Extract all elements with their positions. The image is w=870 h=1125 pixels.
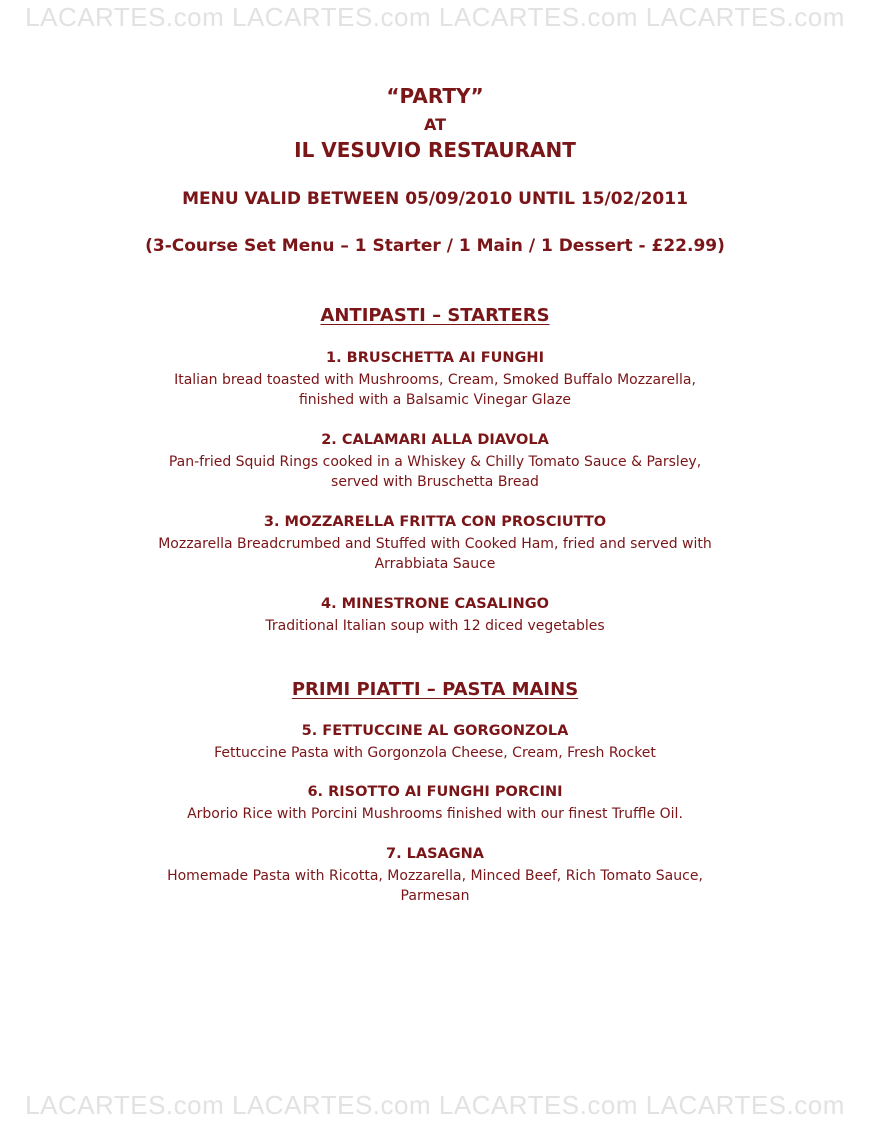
at-label: AT	[423, 115, 447, 134]
restaurant-name: IL VESUVIO RESTAURANT	[294, 138, 576, 162]
menu-item-description	[0, 616, 870, 636]
menu-item-description	[0, 743, 870, 763]
description-line: finished with a Balsamic Vinegar Glaze	[298, 392, 572, 408]
description-line: Traditional Italian soup with 12 diced vegetables	[265, 618, 605, 634]
menu-item-description	[0, 370, 870, 410]
menu-item-name: 4. MINESTRONE CASALINGO	[321, 596, 549, 612]
menu-item-description	[0, 804, 870, 824]
description-line: Parmesan	[400, 888, 470, 904]
menu-item-name: 2. CALAMARI ALLA DIAVOLA	[321, 432, 549, 448]
section-title-pasta-mains: PRIMI PIATTI – PASTA MAINS	[291, 679, 579, 700]
section-title-starters: ANTIPASTI – STARTERS	[320, 305, 550, 326]
menu-validity: MENU VALID BETWEEN 05/09/2010 UNTIL 15/02/2011	[182, 189, 688, 209]
description-line: served with Bruschetta Bread	[331, 474, 539, 490]
watermark-bottom: LACARTES.com LACARTES.com LACARTES.com LACARTES.com	[25, 1090, 845, 1120]
menu-item-description	[0, 534, 870, 574]
menu-item-name: 3. MOZZARELLA FRITTA CON PROSCIUTTO	[263, 514, 607, 530]
watermark-top: LACARTES.com LACARTES.com LACARTES.com LACARTES.com	[25, 2, 845, 32]
menu-item-name: 1. BRUSCHETTA AI FUNGHI	[326, 350, 544, 366]
set-menu-price: (3-Course Set Menu – 1 Starter / 1 Main / 1 Dessert - £22.99)	[145, 236, 725, 256]
party-title: “PARTY”	[386, 84, 484, 108]
menu-item-name: 6. RISOTTO AI FUNGHI PORCINI	[307, 784, 563, 800]
description-line: Fettuccine Pasta with Gorgonzola Cheese, Cream, Fresh Rocket	[214, 745, 656, 761]
description-line: Pan-fried Squid Rings cooked in a Whiskey & Chilly Tomato Sauce & Parsley,	[168, 454, 702, 470]
menu-item-description	[0, 866, 870, 906]
description-line: Mozzarella Breadcrumbed and Stuffed with Cooked Ham, fried and served with	[158, 536, 712, 552]
menu-item-name: 5. FETTUCCINE AL GORGONZOLA	[301, 723, 569, 739]
menu-item-name: 7. LASAGNA	[385, 846, 485, 862]
description-line: Homemade Pasta with Ricotta, Mozzarella, Minced Beef, Rich Tomato Sauce,	[167, 868, 703, 884]
menu-item-description	[0, 452, 870, 492]
description-line: Arborio Rice with Porcini Mushrooms finished with our finest Truffle Oil.	[187, 806, 683, 822]
description-line: Italian bread toasted with Mushrooms, Cream, Smoked Buffalo Mozzarella,	[174, 372, 696, 388]
description-line: Arrabbiata Sauce	[374, 556, 496, 572]
